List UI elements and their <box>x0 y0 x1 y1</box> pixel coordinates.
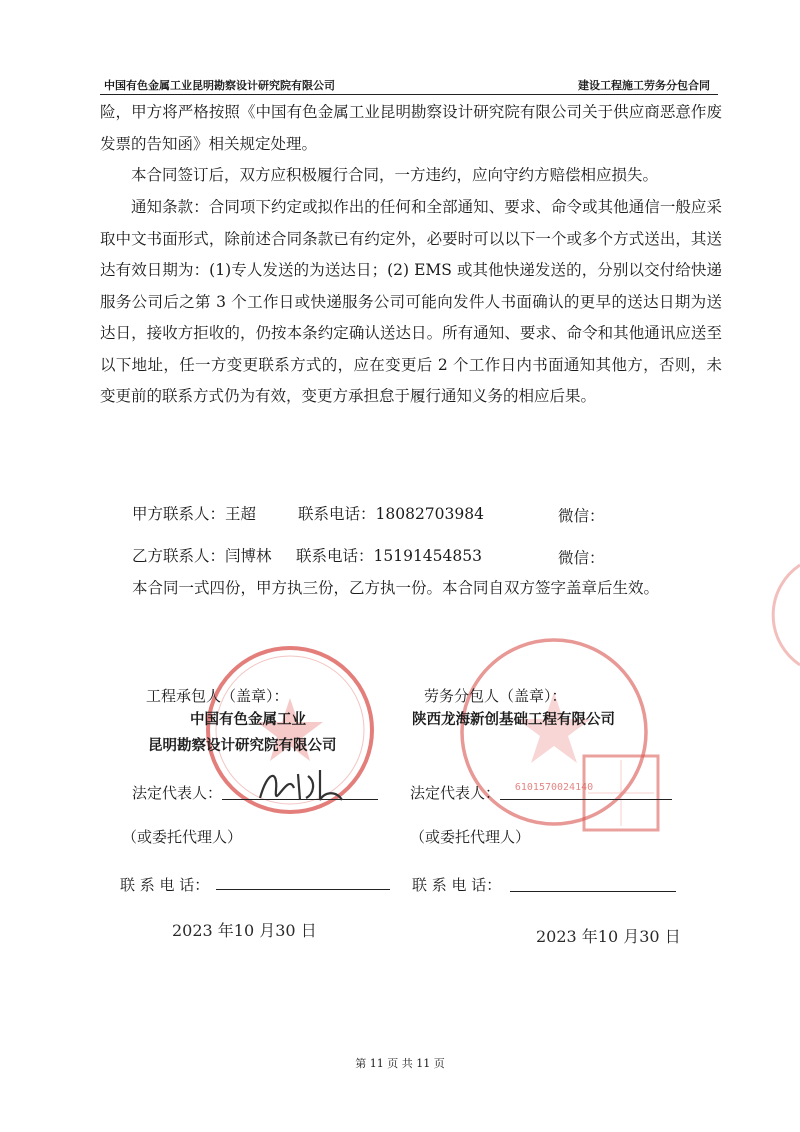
party-a-legal-rep-label: 法定代表人： <box>132 784 223 802</box>
party-b-wechat: 微信： <box>558 549 605 567</box>
party-a-wechat: 微信： <box>558 507 605 525</box>
page-number: 第 11 页 共 11 页 <box>355 1057 445 1070</box>
party-b-contact: 乙方联系人：闫博林 <box>132 547 272 565</box>
party-b-date: 2023 年10 月30 日 <box>536 927 681 946</box>
party-a-phone-line <box>216 889 390 890</box>
party-b-legal-rep-line <box>500 799 672 800</box>
party-a-role-label: 工程承包人（盖章）： <box>146 687 289 705</box>
header-contract-title: 建设工程施工劳务分包合同 <box>578 79 710 92</box>
party-a-phone-label: 联 系 电 话： <box>120 876 210 894</box>
edge-seal-fragment <box>770 560 800 670</box>
party-a-company-line2: 昆明勘察设计研究院有限公司 <box>148 738 337 754</box>
party-b-role-label: 劳务分包人（盖章）： <box>424 687 567 705</box>
party-a-date: 2023 年10 月30 日 <box>172 921 317 940</box>
party-a-contact: 甲方联系人：王超 <box>132 505 257 523</box>
party-a-signature <box>254 760 350 810</box>
copies-clause: 本合同一式四份，甲方执三份，乙方执一份。本合同自双方签字盖章后生效。 <box>132 579 660 597</box>
party-b-company: 陕西龙海新创基础工程有限公司 <box>412 712 615 728</box>
party-a-phone: 联系电话：18082703984 <box>298 505 484 523</box>
paragraph-breach-clause: 本合同签订后，双方应积极履行合同，一方违约，应向守约方赔偿相应损失。 <box>131 166 659 184</box>
party-b-phone-line <box>510 891 676 892</box>
party-b-seal-number: 6101570024140 <box>514 782 594 793</box>
party-b-proxy-label: （或委托代理人） <box>410 828 531 846</box>
party-b-phone: 联系电话：15191454853 <box>296 547 482 565</box>
paragraph-notice-clause: 通知条款：合同项下约定或拟作出的任何和全部通知、要求、命令或其他通信一般应采取中文书面形式，除前述合同条款已有约定外，必要时可以以下一个或多个方式送出，其送达有效日期为：(1)专人发送的为送达日；(2) EMS 或其他快递发送的，分别以交付给快递服务公司后之第 3 个工作日或快递服务公司可能向发件人书面确认的更早的送达日期为送达日，接收方拒收的，仍按本条约定确认送达日。所有通知、要求、命令和其他通讯应送至以下地址，任一方变更联系方式的，应在变更后 2 个工作日内书面通知其他方，否则，未变更前的联系方式仍为有效，变更方承担怠于履行通知义务的相应后果。 <box>100 198 722 405</box>
header-divider <box>100 94 718 95</box>
party-a-company-line1: 中国有色金属工业 <box>190 712 306 728</box>
header-company: 中国有色金属工业昆明勘察设计研究院有限公司 <box>104 79 335 92</box>
paragraph-invoice-clause: 险，甲方将严格按照《中国有色金属工业昆明勘察设计研究院有限公司关于供应商恶意作废发票的告知函》相关规定处理。 <box>100 103 722 153</box>
party-a-proxy-label: （或委托代理人） <box>122 828 243 846</box>
party-b-phone-label: 联 系 电 话： <box>412 876 502 894</box>
party-b-legal-rep-label: 法定代表人： <box>410 784 501 802</box>
representative-seal <box>580 752 662 834</box>
